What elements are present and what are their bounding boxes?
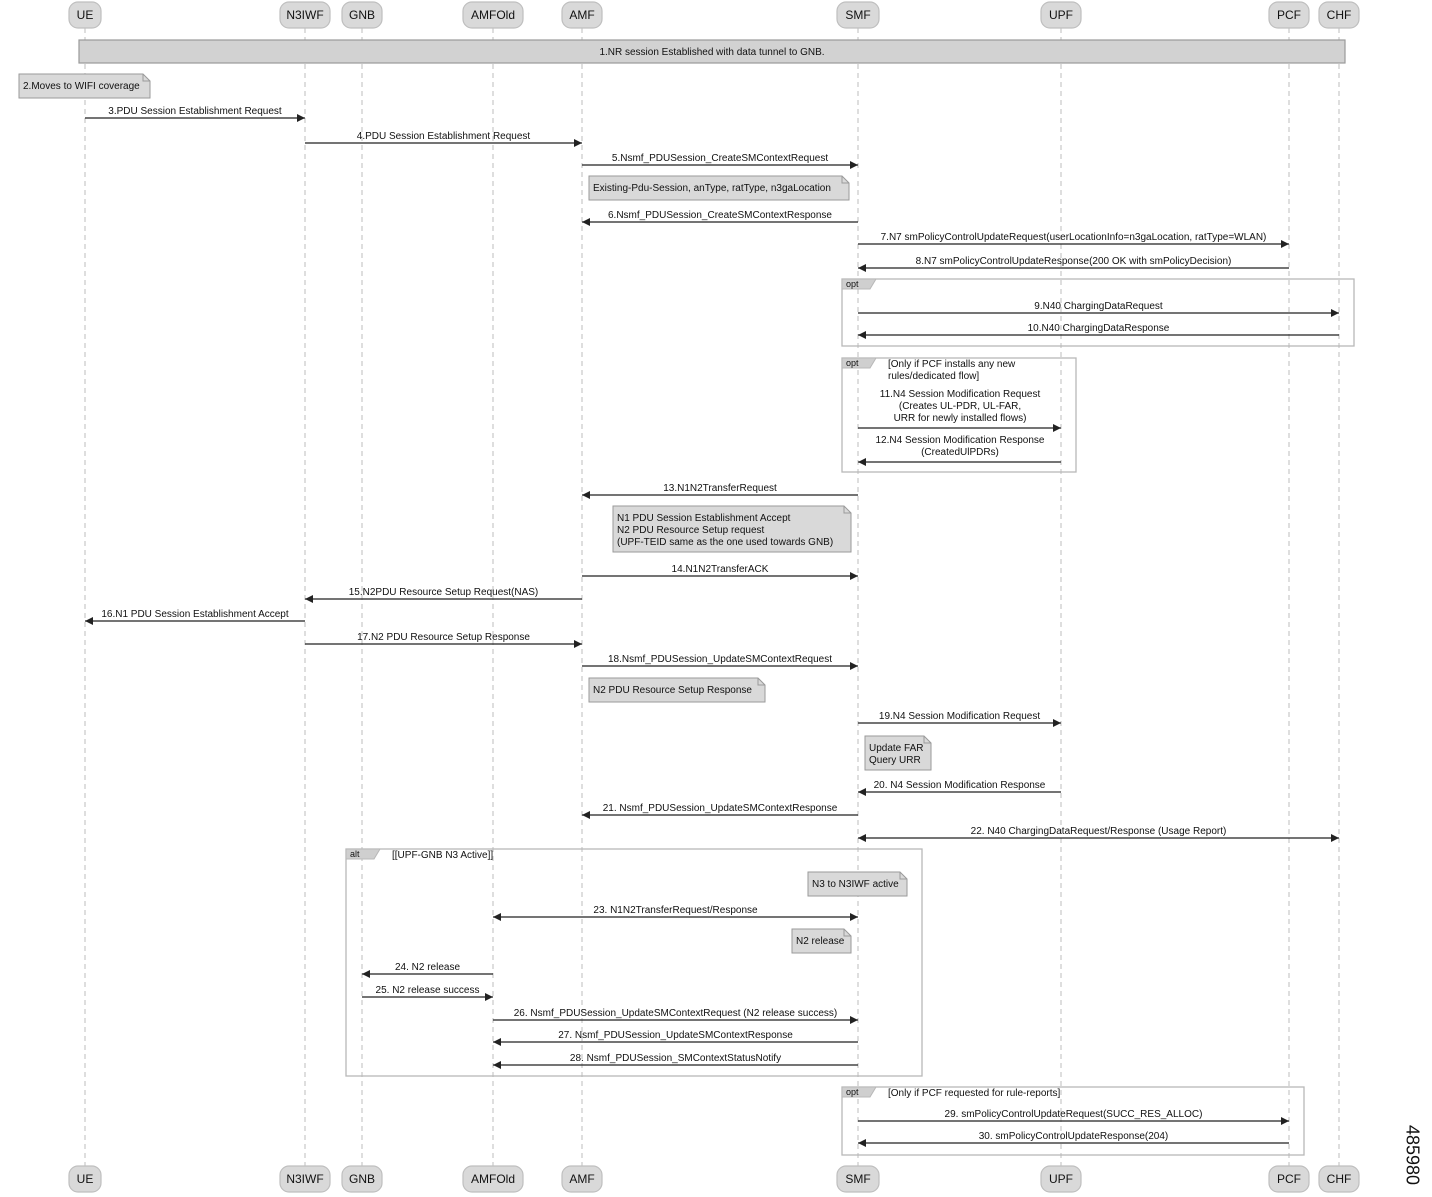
fragment-condition: [Only if PCF requested for rule-reports] bbox=[888, 1088, 1061, 1099]
participant-label: N3IWF bbox=[286, 1172, 324, 1186]
message-arrow bbox=[493, 1030, 858, 1046]
message-label: 13.N1N2TransferRequest bbox=[663, 483, 777, 494]
message-arrow bbox=[305, 131, 582, 147]
note-text: N2 PDU Resource Setup Response bbox=[593, 685, 752, 696]
message-label: (CreatedUlPDRs) bbox=[921, 447, 999, 458]
message-arrow bbox=[582, 564, 858, 580]
note-text: Query URR bbox=[869, 755, 921, 766]
participant-gnb-bottom bbox=[342, 1166, 382, 1192]
message-label: 4.PDU Session Establishment Request bbox=[356, 131, 531, 142]
message-arrow bbox=[493, 905, 858, 921]
participant-pcf-bottom bbox=[1269, 1166, 1309, 1192]
message-arrow bbox=[858, 1131, 1289, 1147]
participant-chf-top bbox=[1319, 2, 1359, 28]
message-arrow bbox=[582, 654, 858, 670]
note bbox=[808, 872, 907, 896]
participant-label: N3IWF bbox=[286, 8, 324, 22]
note-text: Existing-Pdu-Session, anType, ratType, n3gaLocation bbox=[593, 183, 831, 194]
participant-label: UE bbox=[76, 8, 94, 22]
message-label: 30. smPolicyControlUpdateResponse(204) bbox=[978, 1131, 1169, 1142]
message-arrow bbox=[85, 609, 305, 625]
message-label: 14.N1N2TransferACK bbox=[671, 564, 769, 575]
fragment-condition: [[UPF-GNB N3 Active]] bbox=[392, 850, 494, 861]
message-label: 28. Nsmf_PDUSession_SMContextStatusNotify bbox=[569, 1053, 782, 1064]
participant-label: CHF bbox=[1326, 1172, 1352, 1186]
message-label: 8.N7 smPolicyControlUpdateResponse(200 OK with smPolicyDecision) bbox=[915, 256, 1232, 267]
message-label: 27. Nsmf_PDUSession_UpdateSMContextResponse bbox=[558, 1030, 793, 1041]
message-arrow bbox=[362, 962, 493, 978]
message-label: 22. N40 ChargingDataRequest/Response (Usage Report) bbox=[970, 826, 1227, 837]
message-arrow bbox=[858, 232, 1289, 248]
participant-gnb-top bbox=[342, 2, 382, 28]
message-label: 5.Nsmf_PDUSession_CreateSMContextRequest bbox=[611, 153, 829, 164]
fragment-condition: [Only if PCF installs any new bbox=[888, 359, 1016, 370]
message-arrow bbox=[582, 210, 858, 226]
participant-label: PCF bbox=[1277, 1172, 1301, 1186]
banner-text: 1.NR session Established with data tunnel to GNB. bbox=[599, 47, 825, 58]
participant-amf-bottom bbox=[562, 1166, 602, 1192]
note bbox=[589, 176, 849, 200]
message-label: 20. N4 Session Modification Response bbox=[873, 780, 1046, 791]
participant-upf-top bbox=[1041, 2, 1081, 28]
message-label: URR for newly installed flows) bbox=[893, 413, 1027, 424]
note-text: N3 to N3IWF active bbox=[812, 879, 899, 890]
message-label: 11.N4 Session Modification Request bbox=[879, 389, 1041, 400]
note bbox=[589, 678, 765, 702]
participant-smf-bottom bbox=[837, 1166, 879, 1192]
message-arrow bbox=[582, 153, 858, 169]
message-label: (Creates UL-PDR, UL-FAR, bbox=[898, 401, 1022, 412]
note-text: N2 PDU Resource Setup request bbox=[617, 525, 765, 536]
session-banner bbox=[79, 40, 1345, 63]
participant-label: UPF bbox=[1049, 8, 1073, 22]
message-arrow bbox=[858, 389, 1061, 432]
message-arrow bbox=[493, 1053, 858, 1069]
message-arrow bbox=[493, 1008, 858, 1024]
participant-label: SMF bbox=[845, 1172, 871, 1186]
participant-label: PCF bbox=[1277, 8, 1301, 22]
note-text: N1 PDU Session Establishment Accept bbox=[617, 513, 791, 524]
message-label: 26. Nsmf_PDUSession_UpdateSMContextRequest (N2 release success) bbox=[513, 1008, 838, 1019]
message-arrow bbox=[858, 711, 1061, 727]
message-label: 9.N40 ChargingDataRequest bbox=[1034, 301, 1163, 312]
message-arrow bbox=[858, 301, 1339, 317]
participant-n3iwf-top bbox=[280, 2, 330, 28]
message-label: 19.N4 Session Modification Request bbox=[878, 711, 1041, 722]
message-label: 18.Nsmf_PDUSession_UpdateSMContextRequest bbox=[608, 654, 832, 665]
message-arrow bbox=[305, 632, 582, 648]
message-arrow bbox=[85, 106, 305, 122]
participant-n3iwf-bottom bbox=[280, 1166, 330, 1192]
note-text: (UPF-TEID same as the one used towards GNB) bbox=[617, 537, 834, 548]
note bbox=[792, 929, 851, 953]
message-arrow bbox=[858, 435, 1061, 466]
message-label: 21. Nsmf_PDUSession_UpdateSMContextResponse bbox=[602, 803, 838, 814]
figure-id-text: 485980 bbox=[1402, 1124, 1423, 1186]
note-text: N2 release bbox=[796, 936, 845, 947]
message-arrow bbox=[858, 826, 1339, 842]
message-label: 10.N40 ChargingDataResponse bbox=[1027, 323, 1170, 334]
participant-pcf-top bbox=[1269, 2, 1309, 28]
message-label: 15.N2PDU Resource Setup Request(NAS) bbox=[348, 587, 539, 598]
note bbox=[613, 506, 851, 552]
message-arrow bbox=[582, 803, 858, 819]
fragment-kind-label: opt bbox=[846, 279, 859, 289]
fragment-condition: rules/dedicated flow] bbox=[888, 371, 980, 382]
participant-amf-top bbox=[562, 2, 602, 28]
fragment-kind-label: opt bbox=[846, 358, 859, 368]
participant-label: GNB bbox=[348, 1172, 376, 1186]
message-label: 23. N1N2TransferRequest/Response bbox=[593, 905, 758, 916]
message-arrow bbox=[305, 587, 582, 603]
message-arrow bbox=[582, 483, 858, 499]
message-arrow bbox=[858, 256, 1289, 272]
participant-amfold-top bbox=[463, 2, 523, 28]
fragment-kind-label: alt bbox=[350, 849, 360, 859]
fragment-kind-label: opt bbox=[846, 1087, 859, 1097]
participant-ue-bottom bbox=[69, 1166, 101, 1192]
message-label: 25. N2 release success bbox=[375, 985, 480, 996]
participant-label: GNB bbox=[348, 8, 376, 22]
note-text: 2.Moves to WIFI coverage bbox=[23, 81, 140, 92]
message-arrow bbox=[858, 780, 1061, 796]
participant-label: AMFOld bbox=[470, 1172, 516, 1186]
participant-smf-top bbox=[837, 2, 879, 28]
participant-label: UE bbox=[76, 1172, 94, 1186]
figure-id bbox=[1392, 1120, 1432, 1190]
participant-label: AMFOld bbox=[470, 8, 516, 22]
participant-label: SMF bbox=[845, 8, 871, 22]
participant-label: AMF bbox=[569, 1172, 595, 1186]
note bbox=[19, 74, 150, 98]
message-arrow bbox=[858, 323, 1339, 339]
note bbox=[865, 736, 931, 770]
participant-ue-top bbox=[69, 2, 101, 28]
message-label: 7.N7 smPolicyControlUpdateRequest(userLocationInfo=n3gaLocation, ratType=WLAN) bbox=[880, 232, 1267, 243]
participant-label: AMF bbox=[569, 8, 595, 22]
message-label: 6.Nsmf_PDUSession_CreateSMContextResponse bbox=[608, 210, 832, 221]
message-label: 12.N4 Session Modification Response bbox=[875, 435, 1045, 446]
message-label: 17.N2 PDU Resource Setup Response bbox=[357, 632, 530, 643]
participant-chf-bottom bbox=[1319, 1166, 1359, 1192]
message-label: 3.PDU Session Establishment Request bbox=[108, 106, 282, 117]
message-arrow bbox=[362, 985, 493, 1001]
message-label: 29. smPolicyControlUpdateRequest(SUCC_RES_ALLOC) bbox=[944, 1109, 1203, 1120]
participant-label: CHF bbox=[1326, 8, 1352, 22]
message-label: 16.N1 PDU Session Establishment Accept bbox=[101, 609, 289, 620]
message-arrow bbox=[858, 1109, 1289, 1125]
note-text: Update FAR bbox=[869, 743, 924, 754]
participant-upf-bottom bbox=[1041, 1166, 1081, 1192]
participant-label: UPF bbox=[1049, 1172, 1073, 1186]
participant-amfold-bottom bbox=[463, 1166, 523, 1192]
message-label: 24. N2 release bbox=[394, 962, 461, 973]
